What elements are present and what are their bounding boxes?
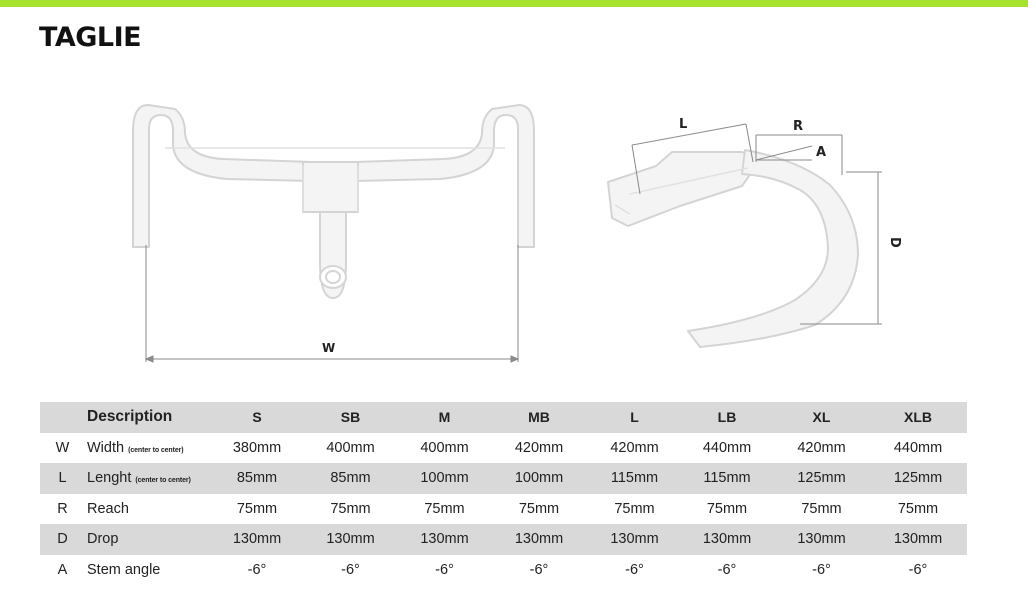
table-row-length	[40, 463, 967, 494]
row-label-note: (center to center)	[128, 446, 184, 454]
table-cell: 440mm	[893, 439, 943, 456]
angle-label: A	[816, 145, 827, 160]
table-cell: 130mm	[232, 531, 282, 548]
table-cell: 420mm	[610, 439, 659, 456]
row-code: D	[57, 531, 68, 548]
size-header: XL	[812, 409, 831, 426]
table-cell: -6°	[247, 561, 267, 578]
table-cell: -6°	[717, 561, 737, 578]
width-arrow-left	[146, 356, 153, 362]
size-header: MB	[528, 409, 550, 426]
drop-label: D	[887, 237, 902, 248]
handlebar-side-view	[608, 150, 858, 347]
row-code: R	[57, 500, 68, 517]
stem-bore-inner-shape	[326, 271, 340, 283]
table-row-drop	[40, 524, 967, 555]
row-label	[85, 463, 213, 494]
table-cell: -6°	[625, 561, 644, 578]
row-code: L	[58, 470, 67, 487]
size-header: XLB	[904, 409, 932, 426]
table-cell: 100mm	[420, 470, 469, 487]
table-cell: -6°	[908, 561, 928, 578]
table-cell: -6°	[341, 561, 360, 578]
handlebar-clamp-shape	[303, 162, 358, 212]
stem-side-shape	[608, 152, 760, 226]
table-cell: 75mm	[330, 500, 371, 517]
row-label-text: Width	[87, 439, 125, 456]
reach-label: R	[793, 119, 804, 134]
table-cell: 400mm	[326, 439, 375, 456]
table-cell: 75mm	[424, 500, 465, 517]
length-label: L	[679, 117, 688, 132]
table-cell: -6°	[435, 561, 454, 578]
table-cell: 75mm	[706, 500, 748, 517]
row-code: W	[55, 439, 70, 456]
table-cell: 75mm	[236, 500, 278, 517]
table-cell: 440mm	[702, 439, 752, 456]
code-header-cell	[40, 402, 85, 433]
row-label: Drop	[87, 531, 119, 548]
table-cell: 130mm	[420, 531, 469, 548]
size-header: S	[252, 409, 262, 426]
angle-dimension	[756, 146, 812, 160]
table-cell: 420mm	[797, 439, 846, 456]
row-label-note: (center to center)	[135, 477, 191, 485]
table-cell: 115mm	[703, 470, 751, 487]
table-cell: 75mm	[897, 500, 939, 517]
table-row-stem-angle	[40, 555, 967, 586]
table-cell: 85mm	[330, 470, 371, 487]
width-arrow-right	[511, 356, 518, 362]
table-cell: 125mm	[893, 470, 943, 487]
table-header-row	[40, 402, 967, 433]
row-label: Stem angle	[87, 561, 161, 578]
description-header: Description	[87, 408, 173, 426]
width-label: W	[322, 341, 336, 355]
size-header: M	[438, 409, 451, 426]
table-cell: 115mm	[610, 470, 659, 487]
angle-line	[756, 146, 812, 160]
table-cell: 130mm	[514, 531, 564, 548]
table-cell: 400mm	[420, 439, 469, 456]
table-row-reach	[40, 494, 967, 525]
table-cell: 380mm	[232, 439, 282, 456]
row-label: Reach	[87, 500, 129, 517]
table-cell: 130mm	[893, 531, 943, 548]
size-header: LB	[717, 409, 737, 426]
table-cell: 125mm	[797, 470, 846, 487]
handlebar-front-view	[133, 105, 534, 298]
table-cell: 85mm	[236, 470, 278, 487]
table-cell: 75mm	[518, 500, 560, 517]
table-cell: 130mm	[797, 531, 846, 548]
size-header: L	[630, 409, 639, 426]
table-cell: 100mm	[514, 470, 564, 487]
size-table	[40, 402, 967, 585]
table-cell: -6°	[529, 561, 549, 578]
row-label-text: Lenght	[87, 470, 132, 487]
table-cell: -6°	[812, 561, 831, 578]
table-cell: 75mm	[614, 500, 655, 517]
page-title: TAGLIE	[39, 22, 142, 53]
row-code: A	[57, 561, 68, 578]
table-cell: 130mm	[702, 531, 752, 548]
table-cell: 130mm	[610, 531, 659, 548]
table-row-width	[40, 433, 967, 464]
table-cell: 420mm	[514, 439, 564, 456]
table-cell: 75mm	[801, 500, 842, 517]
table-cell: 130mm	[326, 531, 375, 548]
row-label	[85, 433, 213, 464]
length-dim-line	[632, 124, 746, 145]
size-header: SB	[340, 409, 361, 426]
